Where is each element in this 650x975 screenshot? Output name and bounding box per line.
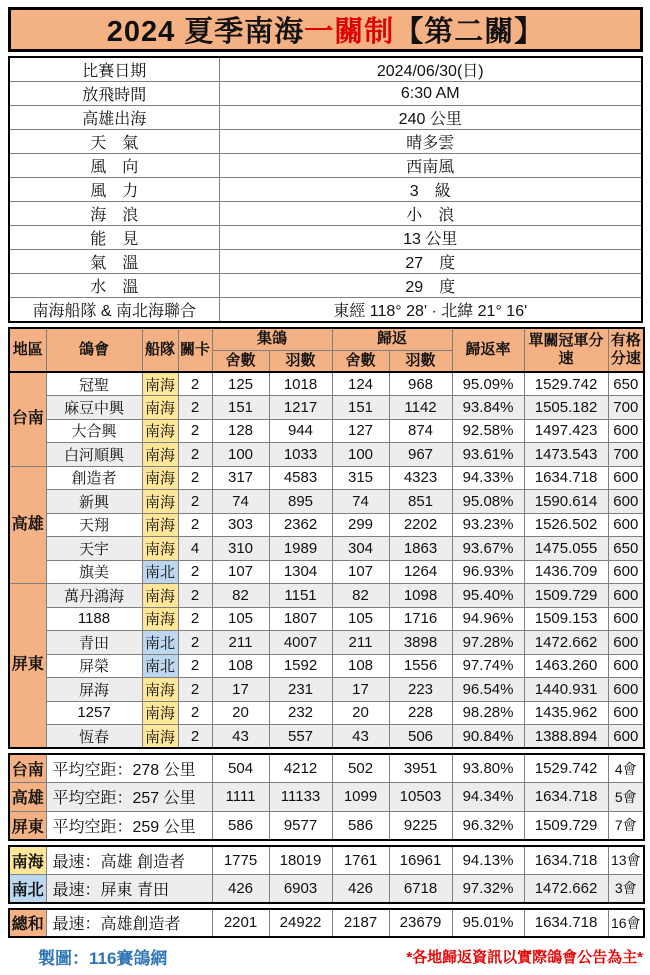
returned-lofts-cell: 105 [332,607,389,631]
return-rate-cell: 93.84% [452,396,524,420]
info-label: 風 力 [9,178,219,202]
gate-cell: 2 [178,560,212,584]
qualified-speed-cell: 600 [608,725,644,749]
qualified-speed-cell: 600 [608,466,644,490]
summary-label: 總和 [9,909,46,938]
returned-lofts-cell: 426 [332,874,389,903]
return-rate-cell: 90.84% [452,725,524,749]
gate-cell: 2 [178,443,212,467]
return-rate-cell: 98.28% [452,701,524,725]
returned-birds-cell: 506 [389,725,452,749]
collected-birds-cell: 895 [269,490,332,514]
col-header-returned: 歸返 [332,328,452,350]
returned-lofts-cell: 586 [332,811,389,840]
header-row-1 [9,328,644,350]
col-header-lofts: 舍數 [332,350,389,372]
gate-cell: 2 [178,396,212,420]
club-cell: 萬丹鴻海 [46,584,142,608]
table-row [9,678,644,702]
col-header-club: 鴿會 [46,328,142,372]
table-row [9,419,644,443]
club-cell: 1188 [46,607,142,631]
club-cell: 天宇 [46,537,142,561]
club-cell: 新興 [46,490,142,514]
collected-lofts-cell: 504 [212,754,269,783]
returned-lofts-cell: 1099 [332,783,389,812]
info-label: 南海船隊 & 南北海聯合 [9,298,219,323]
info-value: 6:30 AM [219,82,642,106]
info-row [9,106,642,130]
col-header-collected: 集鴿 [212,328,332,350]
collected-lofts-cell: 1111 [212,783,269,812]
club-count-cell: 7會 [608,811,644,840]
title-prefix: 2024 夏季南海 [106,16,305,48]
collected-birds-cell: 11133 [269,783,332,812]
collected-lofts-cell: 107 [212,560,269,584]
return-rate-cell: 95.08% [452,490,524,514]
collected-birds-cell: 6903 [269,874,332,903]
region-summary-table [8,753,645,841]
summary-label: 南海 [9,846,46,875]
fleet-cell: 南北 [142,560,178,584]
returned-birds-cell: 1716 [389,607,452,631]
champion-speed-cell: 1472.662 [524,874,608,903]
fleet-cell: 南海 [142,396,178,420]
collected-lofts-cell: 310 [212,537,269,561]
info-row [9,298,642,323]
club-cell: 恆春 [46,725,142,749]
returned-birds-cell: 223 [389,678,452,702]
info-value: 晴多雲 [219,130,642,154]
returned-lofts-cell: 502 [332,754,389,783]
fleet-cell: 南海 [142,419,178,443]
fleet-cell: 南海 [142,678,178,702]
table-row [9,513,644,537]
club-count-cell: 5會 [608,783,644,812]
champion-speed-cell: 1634.718 [524,783,608,812]
gate-cell: 2 [178,631,212,655]
collected-birds-cell: 1592 [269,654,332,678]
gate-cell: 2 [178,372,212,396]
returned-lofts-cell: 151 [332,396,389,420]
returned-lofts-cell: 2187 [332,909,389,938]
info-label: 天 氣 [9,130,219,154]
champion-speed-cell: 1472.662 [524,631,608,655]
return-rate-cell: 96.54% [452,678,524,702]
credit-text: 製圖：116賽鴿網 [38,949,168,968]
return-rate-cell: 95.09% [452,372,524,396]
champion-speed-cell: 1509.729 [524,584,608,608]
info-value: 2024/06/30(日) [219,57,642,82]
club-cell: 冠聖 [46,372,142,396]
return-rate-cell: 94.13% [452,846,524,875]
club-count-cell: 4會 [608,754,644,783]
champion-speed-cell: 1529.742 [524,372,608,396]
summary-label: 高雄 [9,783,46,812]
qualified-speed-cell: 600 [608,654,644,678]
qualified-speed-cell: 600 [608,513,644,537]
fleet-summary-table [8,845,645,904]
champion-speed-cell: 1473.543 [524,443,608,467]
returned-lofts-cell: 127 [332,419,389,443]
champion-speed-cell: 1509.729 [524,811,608,840]
info-label: 比賽日期 [9,57,219,82]
champion-speed-cell: 1497.423 [524,419,608,443]
info-label: 高雄出海 [9,106,219,130]
summary-desc: 平均空距：259 公里 [46,811,212,840]
club-cell: 1257 [46,701,142,725]
returned-birds-cell: 1142 [389,396,452,420]
table-row [9,537,644,561]
returned-lofts-cell: 108 [332,654,389,678]
summary-desc: 平均空距：278 公里 [46,754,212,783]
champion-speed-cell: 1435.962 [524,701,608,725]
info-value: 3 級 [219,178,642,202]
club-cell: 屏榮 [46,654,142,678]
summary-desc: 最速：屏東 青田 [46,874,212,903]
summary-row [9,909,644,938]
qualified-speed-cell: 600 [608,584,644,608]
returned-birds-cell: 9225 [389,811,452,840]
collected-lofts-cell: 20 [212,701,269,725]
collected-lofts-cell: 151 [212,396,269,420]
qualified-speed-cell: 700 [608,396,644,420]
champion-speed-cell: 1509.153 [524,607,608,631]
returned-birds-cell: 16961 [389,846,452,875]
gate-cell: 2 [178,490,212,514]
collected-birds-cell: 9577 [269,811,332,840]
returned-birds-cell: 2202 [389,513,452,537]
col-header-fleet: 船隊 [142,328,178,372]
collected-birds-cell: 1807 [269,607,332,631]
title-highlight: 一關制 [304,16,395,48]
collected-birds-cell: 4212 [269,754,332,783]
collected-birds-cell: 24922 [269,909,332,938]
collected-birds-cell: 944 [269,419,332,443]
info-label: 氣 溫 [9,250,219,274]
qualified-speed-cell: 600 [608,631,644,655]
returned-birds-cell: 1264 [389,560,452,584]
info-label: 放飛時間 [9,82,219,106]
gate-cell: 2 [178,701,212,725]
qualified-speed-cell: 600 [608,607,644,631]
total-summary-table [8,908,645,939]
fleet-cell: 南海 [142,490,178,514]
returned-birds-cell: 1556 [389,654,452,678]
collected-lofts-cell: 125 [212,372,269,396]
returned-lofts-cell: 74 [332,490,389,514]
club-cell: 青田 [46,631,142,655]
fleet-cell: 南海 [142,372,178,396]
return-rate-cell: 97.74% [452,654,524,678]
qualified-speed-cell: 650 [608,372,644,396]
return-rate-cell: 94.34% [452,783,524,812]
return-rate-cell: 97.28% [452,631,524,655]
champion-speed-cell: 1440.931 [524,678,608,702]
collected-lofts-cell: 303 [212,513,269,537]
fleet-cell: 南北 [142,631,178,655]
returned-lofts-cell: 107 [332,560,389,584]
info-value: 東經 118° 28' · 北緯 21° 16' [219,298,642,323]
returned-lofts-cell: 211 [332,631,389,655]
champion-speed-cell: 1526.502 [524,513,608,537]
table-row [9,490,644,514]
club-cell: 天翔 [46,513,142,537]
results-table [8,327,645,749]
info-row [9,274,642,298]
info-label: 能 見 [9,226,219,250]
info-row [9,202,642,226]
collected-birds-cell: 1151 [269,584,332,608]
champion-speed-cell: 1463.260 [524,654,608,678]
summary-row [9,846,644,875]
col-header-return-rate: 歸返率 [452,328,524,372]
collected-lofts-cell: 100 [212,443,269,467]
summary-label: 南北 [9,874,46,903]
summary-row [9,754,644,783]
summary-row [9,874,644,903]
champion-speed-cell: 1388.894 [524,725,608,749]
table-row [9,560,644,584]
info-value: 西南風 [219,154,642,178]
table-row [9,654,644,678]
return-rate-cell: 94.33% [452,466,524,490]
collected-lofts-cell: 43 [212,725,269,749]
returned-lofts-cell: 43 [332,725,389,749]
collected-lofts-cell: 108 [212,654,269,678]
collected-lofts-cell: 426 [212,874,269,903]
returned-birds-cell: 1863 [389,537,452,561]
collected-lofts-cell: 17 [212,678,269,702]
returned-birds-cell: 968 [389,372,452,396]
info-label: 水 溫 [9,274,219,298]
return-rate-cell: 96.93% [452,560,524,584]
collected-birds-cell: 4583 [269,466,332,490]
summary-desc: 最速：高雄創造者 [46,909,212,938]
returned-lofts-cell: 100 [332,443,389,467]
footer [8,942,643,975]
returned-birds-cell: 967 [389,443,452,467]
summary-row [9,811,644,840]
returned-birds-cell: 4323 [389,466,452,490]
champion-speed-cell: 1529.742 [524,754,608,783]
col-header-qualified-speed: 有格分速 [608,328,644,372]
returned-birds-cell: 1098 [389,584,452,608]
collected-birds-cell: 4007 [269,631,332,655]
champion-speed-cell: 1505.182 [524,396,608,420]
fleet-cell: 南海 [142,584,178,608]
qualified-speed-cell: 650 [608,537,644,561]
fleet-cell: 南海 [142,513,178,537]
fleet-cell: 南海 [142,701,178,725]
champion-speed-cell: 1634.718 [524,846,608,875]
table-row [9,725,644,749]
qualified-speed-cell: 600 [608,701,644,725]
gate-cell: 2 [178,654,212,678]
info-label: 風 向 [9,154,219,178]
fleet-cell: 南海 [142,537,178,561]
info-value: 27 度 [219,250,642,274]
info-row [9,226,642,250]
info-row [9,250,642,274]
gate-cell: 4 [178,537,212,561]
info-row [9,154,642,178]
collected-birds-cell: 1018 [269,372,332,396]
returned-birds-cell: 3898 [389,631,452,655]
region-cell: 台南 [9,372,46,466]
disclaimer-text: *各地歸返資訊以實際鴿會公告為主* [406,949,643,966]
return-rate-cell: 93.67% [452,537,524,561]
club-cell: 白河順興 [46,443,142,467]
club-count-cell: 3會 [608,874,644,903]
returned-lofts-cell: 315 [332,466,389,490]
returned-birds-cell: 23679 [389,909,452,938]
collected-birds-cell: 2362 [269,513,332,537]
race-info-table [8,56,643,323]
table-row [9,443,644,467]
club-cell: 旗美 [46,560,142,584]
champion-speed-cell: 1590.614 [524,490,608,514]
gate-cell: 2 [178,584,212,608]
info-value: 240 公里 [219,106,642,130]
info-row [9,57,642,82]
returned-lofts-cell: 1761 [332,846,389,875]
info-row [9,82,642,106]
gate-cell: 2 [178,607,212,631]
returned-birds-cell: 6718 [389,874,452,903]
summary-desc: 平均空距：257 公里 [46,783,212,812]
returned-lofts-cell: 17 [332,678,389,702]
table-row [9,466,644,490]
table-row [9,396,644,420]
info-value: 小 浪 [219,202,642,226]
returned-lofts-cell: 82 [332,584,389,608]
collected-birds-cell: 1989 [269,537,332,561]
gate-cell: 2 [178,678,212,702]
collected-birds-cell: 557 [269,725,332,749]
gate-cell: 2 [178,725,212,749]
returned-lofts-cell: 20 [332,701,389,725]
table-row [9,584,644,608]
club-cell: 屏海 [46,678,142,702]
return-rate-cell: 93.61% [452,443,524,467]
returned-lofts-cell: 304 [332,537,389,561]
collected-birds-cell: 232 [269,701,332,725]
page-title [8,7,643,52]
collected-birds-cell: 231 [269,678,332,702]
return-rate-cell: 93.23% [452,513,524,537]
fleet-cell: 南海 [142,607,178,631]
return-rate-cell: 95.01% [452,909,524,938]
col-header-birds: 羽數 [269,350,332,372]
club-count-cell: 13會 [608,846,644,875]
col-header-region: 地區 [9,328,46,372]
table-row [9,631,644,655]
info-value: 29 度 [219,274,642,298]
champion-speed-cell: 1634.718 [524,466,608,490]
table-row [9,372,644,396]
returned-lofts-cell: 299 [332,513,389,537]
col-header-lofts: 舍數 [212,350,269,372]
gate-cell: 2 [178,419,212,443]
region-cell: 高雄 [9,466,46,584]
summary-label: 台南 [9,754,46,783]
returned-birds-cell: 851 [389,490,452,514]
summary-row [9,783,644,812]
summary-desc: 最速：高雄 創造者 [46,846,212,875]
collected-lofts-cell: 105 [212,607,269,631]
club-count-cell: 16會 [608,909,644,938]
champion-speed-cell: 1475.055 [524,537,608,561]
qualified-speed-cell: 600 [608,678,644,702]
returned-birds-cell: 10503 [389,783,452,812]
collected-lofts-cell: 1775 [212,846,269,875]
return-rate-cell: 95.40% [452,584,524,608]
club-cell: 創造者 [46,466,142,490]
info-label: 海 浪 [9,202,219,226]
gate-cell: 2 [178,466,212,490]
returned-birds-cell: 3951 [389,754,452,783]
collected-lofts-cell: 211 [212,631,269,655]
returned-birds-cell: 228 [389,701,452,725]
collected-lofts-cell: 317 [212,466,269,490]
qualified-speed-cell: 700 [608,443,644,467]
table-row [9,607,644,631]
collected-birds-cell: 1304 [269,560,332,584]
club-cell: 麻豆中興 [46,396,142,420]
return-rate-cell: 92.58% [452,419,524,443]
info-value: 13 公里 [219,226,642,250]
fleet-cell: 南海 [142,443,178,467]
table-row [9,701,644,725]
region-cell: 屏東 [9,584,46,749]
gate-cell: 2 [178,513,212,537]
return-rate-cell: 93.80% [452,754,524,783]
collected-birds-cell: 1217 [269,396,332,420]
qualified-speed-cell: 600 [608,560,644,584]
fleet-cell: 南海 [142,725,178,749]
col-header-champion-speed: 單關冠軍分速 [524,328,608,372]
return-rate-cell: 94.96% [452,607,524,631]
fleet-cell: 南海 [142,466,178,490]
returned-lofts-cell: 124 [332,372,389,396]
fleet-cell: 南北 [142,654,178,678]
info-row [9,178,642,202]
returned-birds-cell: 874 [389,419,452,443]
return-rate-cell: 97.32% [452,874,524,903]
collected-lofts-cell: 74 [212,490,269,514]
col-header-birds: 羽數 [389,350,452,372]
champion-speed-cell: 1634.718 [524,909,608,938]
collected-birds-cell: 1033 [269,443,332,467]
return-rate-cell: 96.32% [452,811,524,840]
col-header-gate: 關卡 [178,328,212,372]
qualified-speed-cell: 600 [608,490,644,514]
collected-lofts-cell: 82 [212,584,269,608]
summary-label: 屏東 [9,811,46,840]
collected-birds-cell: 18019 [269,846,332,875]
collected-lofts-cell: 128 [212,419,269,443]
title-suffix: 【第二關】 [394,16,545,48]
collected-lofts-cell: 586 [212,811,269,840]
club-cell: 大合興 [46,419,142,443]
champion-speed-cell: 1436.709 [524,560,608,584]
info-row [9,130,642,154]
qualified-speed-cell: 600 [608,419,644,443]
collected-lofts-cell: 2201 [212,909,269,938]
